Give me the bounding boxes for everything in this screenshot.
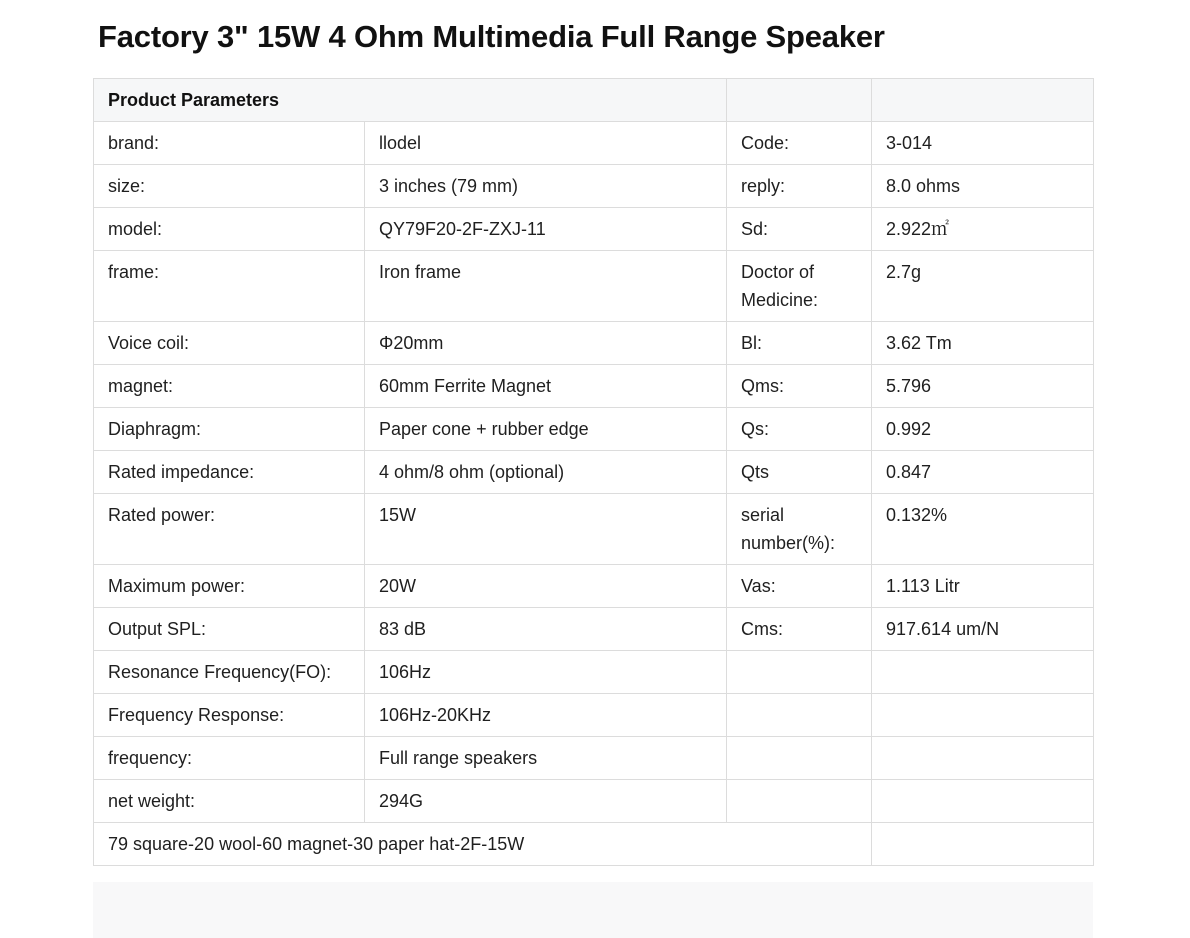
param-label: reply: <box>727 165 872 208</box>
param-label: size: <box>94 165 365 208</box>
table-row <box>94 694 1094 737</box>
param-value: 1.113 Litr <box>872 565 1094 608</box>
table-header-empty-cell <box>727 79 872 122</box>
param-label: Voice coil: <box>94 322 365 365</box>
table-row <box>94 451 1094 494</box>
param-label: Sd: <box>727 208 872 251</box>
param-value: 294G <box>365 780 727 823</box>
table-row <box>94 208 1094 251</box>
param-value <box>872 737 1094 780</box>
param-value: QY79F20-2F-ZXJ-11 <box>365 208 727 251</box>
param-value: 106Hz-20KHz <box>365 694 727 737</box>
param-label <box>727 651 872 694</box>
param-label: Code: <box>727 122 872 165</box>
param-value <box>872 694 1094 737</box>
param-label: serial number(%): <box>727 494 872 565</box>
table-header-row <box>94 79 1094 122</box>
param-label: net weight: <box>94 780 365 823</box>
table-row <box>94 780 1094 823</box>
param-value: Full range speakers <box>365 737 727 780</box>
param-label: Doctor of Medicine: <box>727 251 872 322</box>
param-label: Output SPL: <box>94 608 365 651</box>
param-label: Rated impedance: <box>94 451 365 494</box>
product-parameters-table <box>93 78 1094 866</box>
page-title: Factory 3" 15W 4 Ohm Multimedia Full Range Speaker <box>98 19 885 54</box>
param-value: 0.992 <box>872 408 1094 451</box>
param-label <box>727 737 872 780</box>
param-value: 2.922㎡ <box>872 208 1094 251</box>
param-value: 8.0 ohms <box>872 165 1094 208</box>
param-label: Maximum power: <box>94 565 365 608</box>
table-row <box>94 251 1094 322</box>
param-label <box>727 780 872 823</box>
param-value: Φ20mm <box>365 322 727 365</box>
param-value: 3.62 Tm <box>872 322 1094 365</box>
param-value <box>872 780 1094 823</box>
param-label: Frequency Response: <box>94 694 365 737</box>
table-row <box>94 494 1094 565</box>
param-value: 917.614 um/N <box>872 608 1094 651</box>
table-row <box>94 165 1094 208</box>
param-value: Paper cone + rubber edge <box>365 408 727 451</box>
table-row <box>94 737 1094 780</box>
param-value: 0.132% <box>872 494 1094 565</box>
param-value <box>872 651 1094 694</box>
param-value: 15W <box>365 494 727 565</box>
param-label: Qts <box>727 451 872 494</box>
param-value: 0.847 <box>872 451 1094 494</box>
param-value: 2.7g <box>872 251 1094 322</box>
param-value: 3-014 <box>872 122 1094 165</box>
param-label: Bl: <box>727 322 872 365</box>
table-footer-empty-cell <box>872 823 1094 866</box>
param-label: frequency: <box>94 737 365 780</box>
table-row <box>94 608 1094 651</box>
param-value: 4 ohm/8 ohm (optional) <box>365 451 727 494</box>
table-row <box>94 565 1094 608</box>
param-value: 3 inches (79 mm) <box>365 165 727 208</box>
product-code-note: 79 square-20 wool-60 magnet-30 paper hat-2F-15W <box>94 823 872 866</box>
param-label: Qs: <box>727 408 872 451</box>
table-header-empty-cell <box>872 79 1094 122</box>
param-value: Iron frame <box>365 251 727 322</box>
param-value: 106Hz <box>365 651 727 694</box>
param-value: 83 dB <box>365 608 727 651</box>
param-value: 20W <box>365 565 727 608</box>
param-label: Diaphragm: <box>94 408 365 451</box>
table-row <box>94 651 1094 694</box>
param-label: Resonance Frequency(FO): <box>94 651 365 694</box>
param-label: brand: <box>94 122 365 165</box>
table-row <box>94 322 1094 365</box>
table-row <box>94 122 1094 165</box>
param-label: model: <box>94 208 365 251</box>
param-label: frame: <box>94 251 365 322</box>
param-label: Qms: <box>727 365 872 408</box>
table-footer-row <box>94 823 1094 866</box>
table-row <box>94 365 1094 408</box>
bottom-panel <box>93 882 1093 938</box>
param-label: Cms: <box>727 608 872 651</box>
param-value: 60mm Ferrite Magnet <box>365 365 727 408</box>
param-label: magnet: <box>94 365 365 408</box>
param-label: Vas: <box>727 565 872 608</box>
table-header-cell: Product Parameters <box>94 79 727 122</box>
param-label: Rated power: <box>94 494 365 565</box>
table-row <box>94 408 1094 451</box>
param-label <box>727 694 872 737</box>
param-value: llodel <box>365 122 727 165</box>
param-value: 5.796 <box>872 365 1094 408</box>
